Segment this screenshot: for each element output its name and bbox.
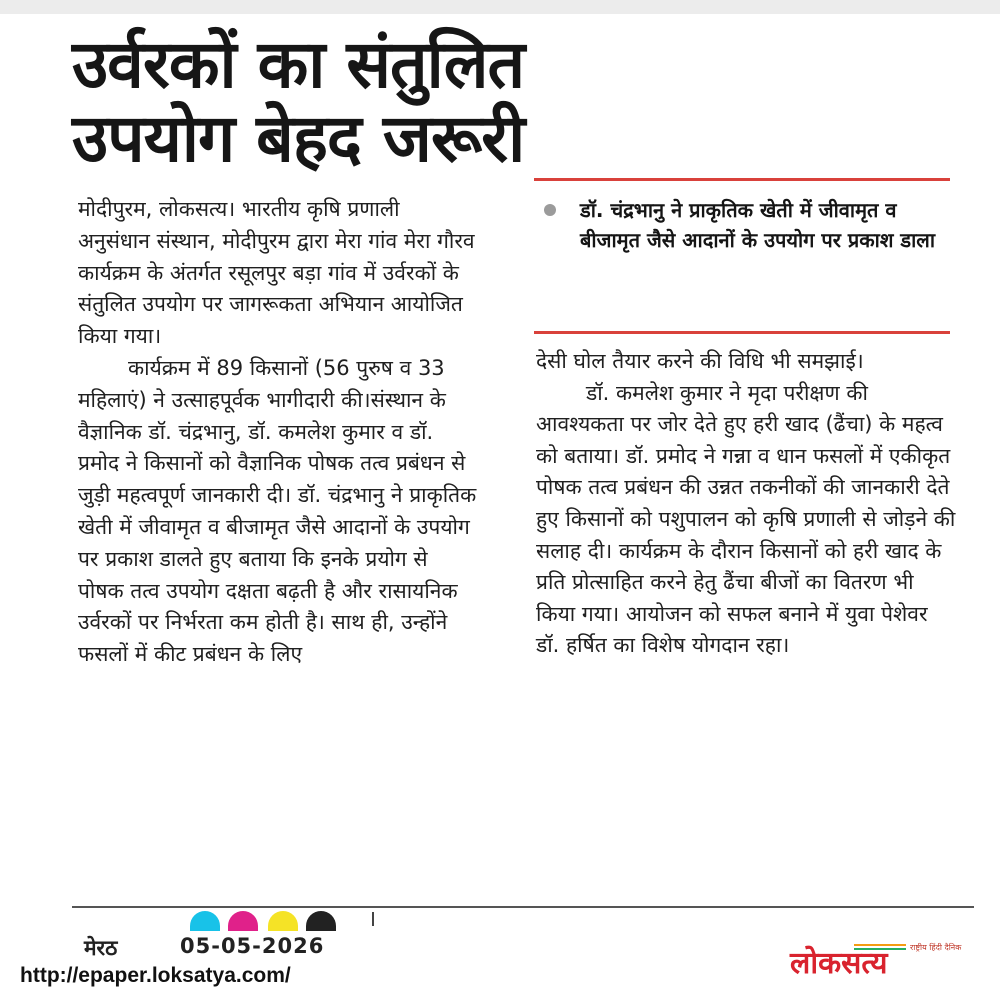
article-column-left [78, 194, 478, 671]
viewer-top-bar [0, 0, 1000, 14]
headline-line-1: उर्वरकों का संतुलित [72, 26, 525, 103]
newspaper-logo [790, 940, 974, 980]
headline-line-2: उपयोग बेहद जरूरी [72, 100, 525, 177]
bottom-divider [72, 906, 974, 908]
headline [72, 28, 972, 176]
epaper-url-link[interactable]: http://epaper.loksatya.com/ [20, 964, 291, 987]
highlight-box [534, 178, 950, 334]
footer-city: मेरठ [84, 936, 118, 960]
cyan-mark-icon [190, 911, 220, 931]
article-paragraph: मोदीपुरम, लोकसत्य। भारतीय कृषि प्रणाली अनुसंधान संस्थान, मोदीपुरम द्वारा मेरा गांव मेरा गौरव कार्यक्रम के अंतर्गत रसूलपुर बड़ा गांव में उर्वरकों के संतुलित उपयोग पर जागरूकता अभियान आयोजित किया गया। [78, 197, 475, 349]
footer-date: 05-05-2026 [180, 934, 325, 958]
black-mark-icon [306, 911, 336, 931]
bullet-icon [544, 204, 556, 216]
article-column-right [536, 346, 956, 662]
logo-wordmark: लोकसत्य [790, 946, 888, 981]
highlight-text: डॉ. चंद्रभानु ने प्राकृतिक खेती में जीवामृत व बीजामृत जैसे आदानों के उपयोग पर प्रकाश डाला [580, 198, 935, 252]
logo-tagline: राष्ट्रीय हिंदी दैनिक [910, 943, 962, 952]
article-paragraph: देसी घोल तैयार करने की विधि भी समझाई। [536, 349, 864, 373]
article-paragraph: डॉ. कमलेश कुमार ने मृदा परीक्षण की आवश्यकता पर जोर देते हुए हरी खाद (ढैंचा) के महत्व को बताया। डॉ. प्रमोद ने गन्ना व धान फसलों में एकीकृत पोषक तत्व प्रबंधन की उन्नत तकनीकों की जानकारी देते हुए किसानों को पशुपालन को कृषि प्रणाली से जोड़ने की सलाह दी। कार्यक्रम के दौरान किसानों को हरी खाद के प्रति प्रोत्साहित करने हेतु ढैंचा बीजों का वितरण भी किया गया। आयोजन को सफल बनाने में युवा पेशेवर डॉ. हर्षित का विशेष योगदान रहा। [536, 380, 956, 658]
magenta-mark-icon [228, 911, 258, 931]
yellow-mark-icon [268, 911, 298, 931]
article-paragraph: कार्यक्रम में 89 किसानों (56 पुरुष व 33 महिलाएं) ने उत्साहपूर्वक भागीदारी की।संस्थान के वैज्ञानिक डॉ. चंद्रभानु, डॉ. कमलेश कुमार व डॉ. प्रमोद ने किसानों को वैज्ञानिक पोषक तत्व प्रबंधन से जुड़ी महत्वपूर्ण जानकारी दी। डॉ. चंद्रभानु ने प्राकृतिक खेती में जीवामृत व बीजामृत जैसे आदानों के उपयोग पर प्रकाश डालते हुए बताया कि इनके प्रयोग से पोषक तत्व उपयोग दक्षता बढ़ती है और रासायनिक उर्वरकों पर निर्भरता कम होती है। साथ ही, उन्होंने फसलों में कीट प्रबंधन के लिए [78, 355, 477, 667]
crop-mark [372, 912, 374, 926]
